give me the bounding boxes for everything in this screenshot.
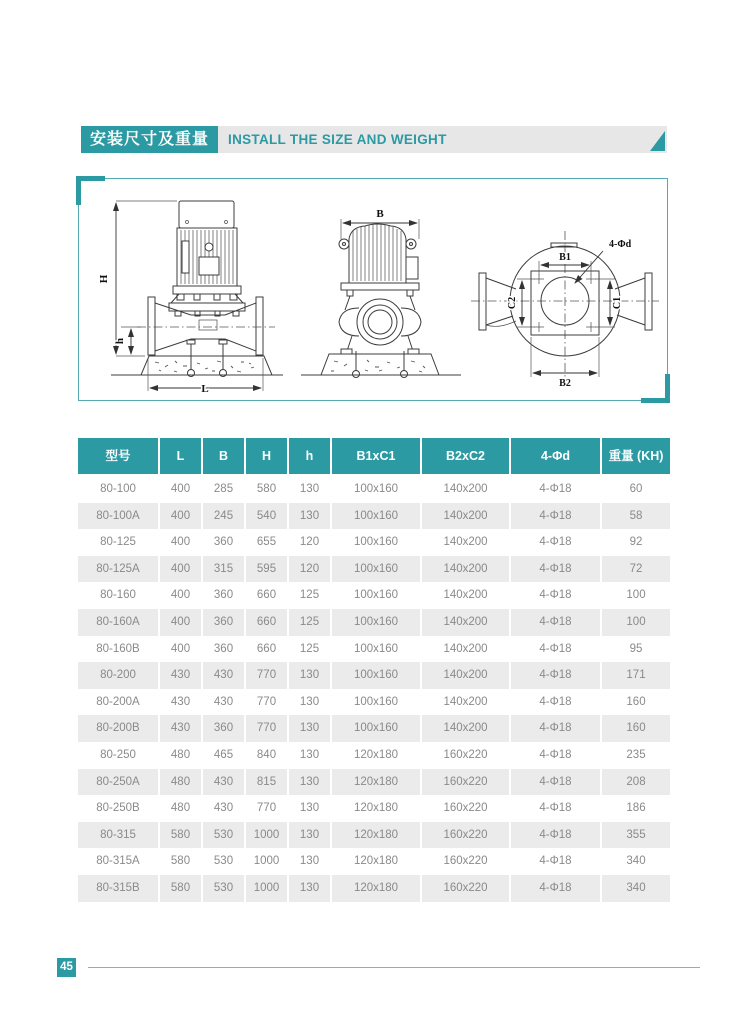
value-cell: 160x220 xyxy=(422,742,509,769)
pump-plan-view xyxy=(471,231,659,389)
value-cell: 660 xyxy=(246,636,287,663)
table-row xyxy=(78,715,670,742)
value-cell: 125 xyxy=(289,636,330,663)
table-row xyxy=(78,795,670,822)
value-cell: 360 xyxy=(203,529,244,556)
value-cell: 1000 xyxy=(246,848,287,875)
value-cell: 100 xyxy=(602,582,670,609)
value-cell: 340 xyxy=(602,848,670,875)
value-cell: 125 xyxy=(289,609,330,636)
column-header-8: 重量 (KH) xyxy=(602,438,670,474)
value-cell: 100x160 xyxy=(332,636,420,663)
value-cell: 100x160 xyxy=(332,503,420,530)
value-cell: 430 xyxy=(203,662,244,689)
value-cell: 530 xyxy=(203,822,244,849)
value-cell: 160x220 xyxy=(422,769,509,796)
value-cell: 4-Φ18 xyxy=(511,609,600,636)
model-cell: 80-160A xyxy=(78,609,158,636)
model-cell: 80-315B xyxy=(78,875,158,902)
value-cell: 430 xyxy=(203,769,244,796)
pump-front-view xyxy=(301,208,461,378)
value-cell: 480 xyxy=(160,742,201,769)
value-cell: 140x200 xyxy=(422,476,509,503)
value-cell: 4-Φ18 xyxy=(511,822,600,849)
value-cell: 120 xyxy=(289,556,330,583)
value-cell: 430 xyxy=(203,689,244,716)
table-row xyxy=(78,822,670,849)
column-header-6: B2xC2 xyxy=(422,438,509,474)
table-row xyxy=(78,476,670,503)
value-cell: 770 xyxy=(246,715,287,742)
value-cell: 430 xyxy=(160,689,201,716)
table-row xyxy=(78,636,670,663)
value-cell: 400 xyxy=(160,556,201,583)
table-row xyxy=(78,769,670,796)
value-cell: 100 xyxy=(602,609,670,636)
value-cell: 595 xyxy=(246,556,287,583)
value-cell: 315 xyxy=(203,556,244,583)
value-cell: 285 xyxy=(203,476,244,503)
value-cell: 245 xyxy=(203,503,244,530)
section-header xyxy=(81,126,667,153)
value-cell: 530 xyxy=(203,875,244,902)
model-cell: 80-250B xyxy=(78,795,158,822)
value-cell: 4-Φ18 xyxy=(511,636,600,663)
value-cell: 580 xyxy=(246,476,287,503)
bolt-note-label: 4-Φd xyxy=(609,239,632,250)
value-cell: 360 xyxy=(203,609,244,636)
value-cell: 1000 xyxy=(246,875,287,902)
value-cell: 92 xyxy=(602,529,670,556)
table-row xyxy=(78,582,670,609)
value-cell: 160x220 xyxy=(422,875,509,902)
value-cell: 130 xyxy=(289,742,330,769)
dim-label-h: h xyxy=(114,337,126,345)
value-cell: 60 xyxy=(602,476,670,503)
model-cell: 80-100A xyxy=(78,503,158,530)
value-cell: 130 xyxy=(289,503,330,530)
dim-label-B1: B1 xyxy=(559,252,571,263)
value-cell: 360 xyxy=(203,582,244,609)
value-cell: 4-Φ18 xyxy=(511,529,600,556)
column-header-2: B xyxy=(203,438,244,474)
value-cell: 580 xyxy=(160,875,201,902)
value-cell: 160x220 xyxy=(422,848,509,875)
value-cell: 160x220 xyxy=(422,795,509,822)
dim-label-L: L xyxy=(201,383,209,395)
value-cell: 160 xyxy=(602,715,670,742)
value-cell: 130 xyxy=(289,689,330,716)
table-row xyxy=(78,609,670,636)
value-cell: 530 xyxy=(203,848,244,875)
table-row xyxy=(78,503,670,530)
value-cell: 235 xyxy=(602,742,670,769)
value-cell: 130 xyxy=(289,662,330,689)
value-cell: 120x180 xyxy=(332,742,420,769)
value-cell: 400 xyxy=(160,582,201,609)
value-cell: 580 xyxy=(160,822,201,849)
value-cell: 140x200 xyxy=(422,529,509,556)
value-cell: 100x160 xyxy=(332,609,420,636)
value-cell: 125 xyxy=(289,582,330,609)
section-title-zh: 安装尺寸及重量 xyxy=(81,126,218,153)
model-cell: 80-315A xyxy=(78,848,158,875)
value-cell: 130 xyxy=(289,875,330,902)
model-cell: 80-200 xyxy=(78,662,158,689)
value-cell: 140x200 xyxy=(422,636,509,663)
value-cell: 400 xyxy=(160,529,201,556)
column-header-4: h xyxy=(289,438,330,474)
table-row xyxy=(78,529,670,556)
value-cell: 355 xyxy=(602,822,670,849)
value-cell: 100x160 xyxy=(332,556,420,583)
value-cell: 580 xyxy=(160,848,201,875)
pump-drawings xyxy=(79,179,665,398)
value-cell: 4-Φ18 xyxy=(511,715,600,742)
value-cell: 140x200 xyxy=(422,689,509,716)
value-cell: 140x200 xyxy=(422,609,509,636)
table-row xyxy=(78,742,670,769)
value-cell: 655 xyxy=(246,529,287,556)
value-cell: 160 xyxy=(602,689,670,716)
table-row xyxy=(78,689,670,716)
model-cell: 80-125A xyxy=(78,556,158,583)
value-cell: 480 xyxy=(160,795,201,822)
model-cell: 80-250A xyxy=(78,769,158,796)
value-cell: 100x160 xyxy=(332,582,420,609)
value-cell: 130 xyxy=(289,769,330,796)
value-cell: 140x200 xyxy=(422,556,509,583)
value-cell: 100x160 xyxy=(332,715,420,742)
value-cell: 360 xyxy=(203,715,244,742)
value-cell: 140x200 xyxy=(422,662,509,689)
model-cell: 80-125 xyxy=(78,529,158,556)
model-cell: 80-200B xyxy=(78,715,158,742)
table-row xyxy=(78,848,670,875)
dimensions-table xyxy=(78,438,670,902)
value-cell: 120x180 xyxy=(332,875,420,902)
value-cell: 140x200 xyxy=(422,715,509,742)
model-cell: 80-100 xyxy=(78,476,158,503)
value-cell: 660 xyxy=(246,609,287,636)
value-cell: 4-Φ18 xyxy=(511,795,600,822)
model-cell: 80-315 xyxy=(78,822,158,849)
value-cell: 400 xyxy=(160,476,201,503)
value-cell: 140x200 xyxy=(422,582,509,609)
value-cell: 430 xyxy=(203,795,244,822)
model-cell: 80-160 xyxy=(78,582,158,609)
section-title-en: INSTALL THE SIZE AND WEIGHT xyxy=(228,132,447,147)
value-cell: 130 xyxy=(289,715,330,742)
corner-triangle-icon xyxy=(650,131,665,151)
value-cell: 660 xyxy=(246,582,287,609)
value-cell: 58 xyxy=(602,503,670,530)
dim-label-B: B xyxy=(376,208,384,220)
value-cell: 540 xyxy=(246,503,287,530)
value-cell: 120x180 xyxy=(332,822,420,849)
column-header-3: H xyxy=(246,438,287,474)
pump-side-view xyxy=(98,201,283,395)
value-cell: 465 xyxy=(203,742,244,769)
dim-label-B2: B2 xyxy=(559,378,571,389)
value-cell: 4-Φ18 xyxy=(511,556,600,583)
value-cell: 480 xyxy=(160,769,201,796)
value-cell: 1000 xyxy=(246,822,287,849)
column-header-5: B1xC1 xyxy=(332,438,420,474)
value-cell: 120x180 xyxy=(332,795,420,822)
column-header-7: 4-Φd xyxy=(511,438,600,474)
dim-label-C1: C1 xyxy=(612,296,623,310)
section-title-bar xyxy=(218,126,667,153)
value-cell: 430 xyxy=(160,662,201,689)
value-cell: 120x180 xyxy=(332,848,420,875)
value-cell: 171 xyxy=(602,662,670,689)
value-cell: 130 xyxy=(289,476,330,503)
technical-drawing-box xyxy=(78,178,668,401)
table-row xyxy=(78,556,670,583)
value-cell: 400 xyxy=(160,503,201,530)
value-cell: 4-Φ18 xyxy=(511,582,600,609)
value-cell: 815 xyxy=(246,769,287,796)
value-cell: 340 xyxy=(602,875,670,902)
value-cell: 120x180 xyxy=(332,769,420,796)
value-cell: 840 xyxy=(246,742,287,769)
table-row xyxy=(78,662,670,689)
dim-label-H: H xyxy=(98,274,110,284)
model-cell: 80-200A xyxy=(78,689,158,716)
page-number-badge: 45 xyxy=(57,958,76,977)
table-body xyxy=(78,476,670,902)
value-cell: 120 xyxy=(289,529,330,556)
value-cell: 4-Φ18 xyxy=(511,875,600,902)
model-cell: 80-250 xyxy=(78,742,158,769)
value-cell: 100x160 xyxy=(332,529,420,556)
value-cell: 130 xyxy=(289,848,330,875)
table-header-row xyxy=(78,438,670,474)
value-cell: 4-Φ18 xyxy=(511,848,600,875)
value-cell: 4-Φ18 xyxy=(511,689,600,716)
value-cell: 130 xyxy=(289,795,330,822)
value-cell: 130 xyxy=(289,822,330,849)
value-cell: 140x200 xyxy=(422,503,509,530)
value-cell: 208 xyxy=(602,769,670,796)
value-cell: 770 xyxy=(246,795,287,822)
value-cell: 186 xyxy=(602,795,670,822)
value-cell: 4-Φ18 xyxy=(511,476,600,503)
value-cell: 4-Φ18 xyxy=(511,742,600,769)
value-cell: 360 xyxy=(203,636,244,663)
value-cell: 4-Φ18 xyxy=(511,769,600,796)
value-cell: 400 xyxy=(160,636,201,663)
value-cell: 430 xyxy=(160,715,201,742)
value-cell: 160x220 xyxy=(422,822,509,849)
value-cell: 4-Φ18 xyxy=(511,503,600,530)
column-header-1: L xyxy=(160,438,201,474)
value-cell: 100x160 xyxy=(332,662,420,689)
column-header-0: 型号 xyxy=(78,438,158,474)
table-row xyxy=(78,875,670,902)
value-cell: 72 xyxy=(602,556,670,583)
footer-divider xyxy=(88,967,700,968)
value-cell: 770 xyxy=(246,689,287,716)
value-cell: 4-Φ18 xyxy=(511,662,600,689)
value-cell: 100x160 xyxy=(332,476,420,503)
dim-label-C2: C2 xyxy=(507,296,518,310)
model-cell: 80-160B xyxy=(78,636,158,663)
value-cell: 100x160 xyxy=(332,689,420,716)
value-cell: 95 xyxy=(602,636,670,663)
value-cell: 770 xyxy=(246,662,287,689)
value-cell: 400 xyxy=(160,609,201,636)
